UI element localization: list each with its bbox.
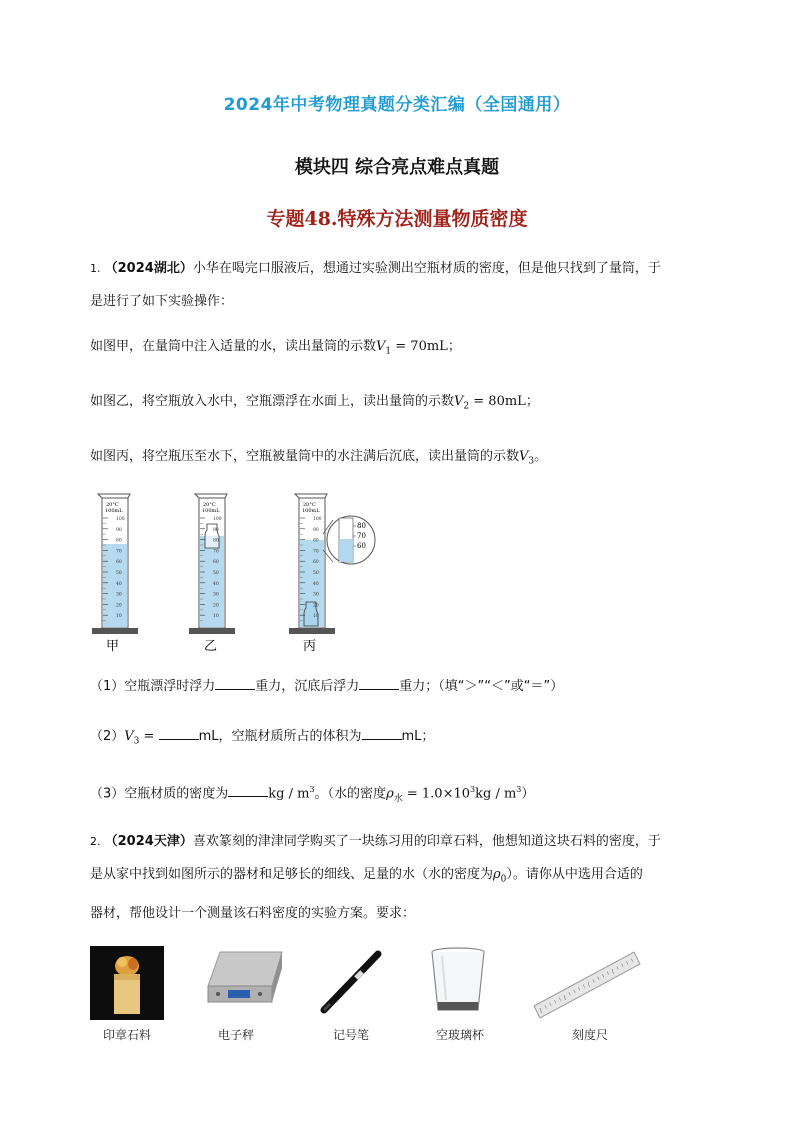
- q1-step1-sub: 1: [385, 346, 392, 357]
- scale-label: 50: [213, 571, 219, 576]
- q2-rho-sub: 0: [500, 874, 507, 885]
- q1-sub2: [90, 720, 710, 759]
- q1-step1: [90, 330, 710, 369]
- scale-label: 80: [313, 538, 319, 544]
- q1-step2-end: ；: [525, 394, 539, 409]
- q1-step1-end: ；: [447, 339, 461, 354]
- q1-sub3: [90, 773, 710, 816]
- cylinder-yi: [189, 494, 235, 634]
- q1-number: 1.: [90, 262, 101, 275]
- q1-sub3-d: = 1.0×10: [402, 786, 471, 802]
- zoom-label-70: 70: [357, 532, 366, 540]
- scale-label: 90: [313, 527, 319, 533]
- scale-label: 70: [213, 549, 219, 555]
- q1-sub1-a: （1）空瓶漂浮时浮力: [90, 679, 216, 694]
- q1-step2-sub: 2: [463, 401, 470, 412]
- cylinder-jia: [92, 494, 138, 634]
- scale-label: 70: [313, 549, 319, 555]
- scale-label: 20: [116, 603, 122, 609]
- scale-label: 10: [213, 614, 219, 620]
- item-label-seal-stone: 印章石料: [102, 1028, 151, 1042]
- scale-label: 100: [213, 517, 222, 522]
- scale-label: 70: [116, 549, 122, 555]
- cyl2-header-bottom: 100mL: [202, 508, 220, 514]
- q2-stem: [90, 825, 710, 930]
- answer-blank[interactable]: [159, 727, 199, 740]
- scale-label: 90: [116, 527, 122, 533]
- q2-line3: 器材，帮他设计一个测量该石料密度的实验方案。要求：: [90, 905, 416, 921]
- scale-label: 30: [313, 592, 319, 598]
- q1-sub2-var: V: [124, 729, 134, 744]
- item-label-marker: 记号笔: [332, 1028, 369, 1042]
- zoom-label-80: 80: [357, 522, 366, 530]
- q1-stem: [90, 252, 710, 318]
- cyl3-header-top: 20°C: [303, 502, 316, 508]
- q1-source: （2024湖北）: [104, 261, 193, 276]
- answer-blank[interactable]: [362, 727, 402, 740]
- answer-blank[interactable]: [359, 677, 399, 690]
- q1-sub3-unit: kg / m: [268, 786, 310, 802]
- q1-step3-end: 。: [534, 449, 548, 464]
- scale-label: 90: [213, 527, 219, 533]
- cyl1-header-top: 20°C: [106, 502, 119, 508]
- scale-label: 10: [116, 614, 122, 620]
- topic-title: 专题48.特殊方法测量物质密度: [266, 208, 528, 230]
- q1-sub3-c: 。（水的密度: [314, 786, 387, 802]
- q1-step1-text: 如图甲，在量筒中注入适量的水，读出量筒的示数: [90, 339, 377, 354]
- document-title: 2024年中考物理真题分类汇编（全国通用）: [223, 95, 571, 115]
- q1-sub3-e-sup: 3: [516, 785, 522, 794]
- scale-label: 80: [116, 538, 122, 544]
- q1-sub2-a: （2）: [90, 729, 125, 744]
- scale-label: 50: [116, 571, 122, 576]
- marker-pen-image: [316, 946, 386, 1016]
- q1-step3-sub: 3: [528, 456, 535, 467]
- q1-sub3-e: kg / m: [475, 786, 517, 802]
- q2-source: （2024天津）: [104, 834, 193, 849]
- q1-step2-var: V: [454, 394, 464, 409]
- q1-step1-var: V: [376, 339, 386, 354]
- scale-label: 80: [213, 538, 219, 544]
- electronic-scale-image: [200, 946, 286, 1010]
- cyl2-header-top: 20°C: [203, 502, 216, 508]
- item-label-scale: 电子秤: [217, 1028, 254, 1042]
- scale-label: 20: [313, 603, 319, 609]
- figure-label-jia: 甲: [106, 639, 120, 654]
- scale-label: 40: [213, 581, 219, 587]
- q1-step3: [90, 440, 710, 479]
- answer-blank[interactable]: [215, 677, 255, 690]
- scale-label: 60: [116, 560, 122, 566]
- q1-step1-value: = 70mL: [391, 339, 448, 354]
- q1-sub3-d-sup: 3: [470, 785, 476, 794]
- seal-stone-image: [90, 946, 164, 1020]
- module-title: 模块四 综合亮点难点真题: [294, 157, 500, 178]
- q1-sub1-c: 重力；（填“＞”“＜”或“＝”）: [399, 679, 564, 694]
- q1-sub3-f: ）: [521, 786, 535, 802]
- q1-sub3-unit-sup: 3: [309, 785, 315, 794]
- scale-label: 10: [313, 614, 319, 620]
- zoom-label-60: 60: [357, 542, 366, 550]
- answer-blank[interactable]: [228, 784, 268, 797]
- q1-step3-text: 如图丙，将空瓶压至水下，空瓶被量筒中的水注满后沉底，读出量筒的示数: [90, 449, 520, 464]
- scale-label: 60: [213, 560, 219, 566]
- q1-sub1: [90, 670, 710, 703]
- scale-label: 50: [313, 571, 319, 576]
- q2-rho: ρ: [493, 867, 501, 882]
- q1-step2-text: 如图乙，将空瓶放入水中，空瓶漂浮在水面上，读出量筒的示数: [90, 394, 455, 409]
- figure-label-bing: 丙: [303, 639, 317, 654]
- q2-line1: 喜欢篆刻的津津同学购买了一块练习用的印章石料，他想知道这块石料的密度，于: [192, 834, 661, 849]
- q1-sub3-rho: ρ: [386, 786, 394, 802]
- q1-sub2-d: mL；: [401, 729, 435, 744]
- q1-stem-line2: 是进行了如下实验操作：: [90, 294, 234, 309]
- q1-sub1-b: 重力，沉底后浮力: [255, 679, 360, 694]
- scale-label: 100: [313, 517, 322, 522]
- empty-glass-image: [428, 946, 488, 1016]
- q1-sub3-rho-sub: 水: [393, 793, 403, 804]
- q1-step3-var: V: [519, 449, 529, 464]
- q1-stem-line1: 小华在喝完口服液后，想通过实验测出空瓶材质的密度，但是他只找到了量筒，于: [192, 261, 661, 276]
- scale-label: 30: [116, 592, 122, 598]
- cyl1-header-bottom: 100mL: [105, 508, 123, 514]
- cyl3-header-bottom: 100mL: [302, 508, 320, 514]
- scale-label: 60: [313, 560, 319, 566]
- q1-sub2-sub: 3: [133, 736, 140, 747]
- scale-label: 100: [116, 517, 125, 522]
- q1-sub2-c: mL，空瓶材质所占的体积为: [198, 729, 362, 744]
- cylinder-bing: [289, 494, 375, 634]
- scale-label: 20: [213, 603, 219, 609]
- q2-number: 2.: [90, 835, 101, 848]
- figure-label-yi: 乙: [204, 639, 218, 654]
- item-label-ruler: 刻度尺: [571, 1028, 608, 1042]
- q2-line2b: ）。请你从中选用合适的: [506, 867, 643, 882]
- cylinders-figure: [88, 490, 398, 660]
- q1-step2: [90, 385, 710, 424]
- q1-step2-value: = 80mL: [469, 394, 526, 409]
- q2-line2a: 是从家中找到如图所示的器材和足够长的细线、足量的水（水的密度为: [90, 867, 494, 882]
- scale-label: 40: [116, 581, 122, 587]
- item-label-glass: 空玻璃杯: [435, 1028, 484, 1042]
- q1-sub2-b: =: [139, 729, 159, 744]
- q1-sub3-a: （3）空瓶材质的密度为: [90, 786, 229, 802]
- ruler-image: [530, 946, 642, 1020]
- scale-label: 30: [213, 592, 219, 598]
- scale-label: 40: [313, 581, 319, 587]
